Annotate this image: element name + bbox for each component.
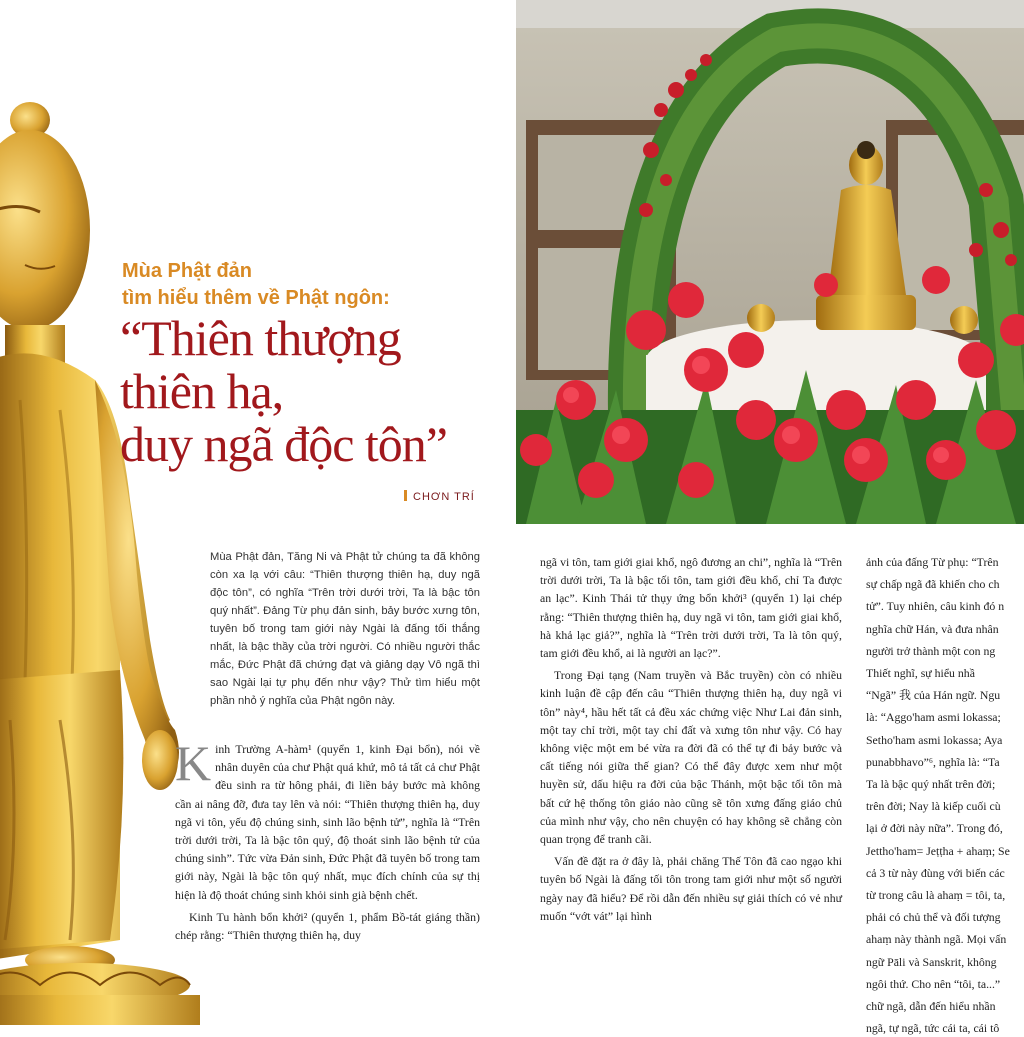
column-3-line: nghĩa chữ Hán, và đưa nhân xyxy=(866,621,999,636)
paragraph: ngã vi tôn, tam giới giai khổ, ngô đương an chi”, nghĩa là “Trên trời dưới trời, Ta là bậc tối tôn, tam giới đều khổ, chỉ Ta được an lạc”. Kinh Thái tử thụy ứng bổn khởi³ (quyển 1) lại chép rằng: “Thiên thượng thiên hạ, duy ngã vi tôn, tam giới giai khổ, hà khả lạc giả?”, nghĩa là “Trên trời dưới trời, Ta là tôn quý, tam giới đều khổ, ai là người an lạc?”. xyxy=(540,555,842,661)
column-3-line: ảnh của đấng Từ phụ: “Trên xyxy=(866,555,999,569)
column-3-line: từ trong câu là ahaṃ = tôi, ta, xyxy=(866,888,1006,903)
title-line-3: duy ngã độc tôn” xyxy=(120,416,447,472)
body-column-3 xyxy=(866,553,1024,1036)
paragraph: Kinh Tu hành bổn khởi² (quyển 1, phẩm Bồ-tát giáng thần) chép rằng: “Thiên thượng thiên hạ, duy xyxy=(175,909,480,943)
column-3-line: là: “Aggo'ham asmi lokassa; xyxy=(866,710,1001,725)
column-3-line: cả 3 từ này đùng với biến các xyxy=(866,865,1005,880)
column-3-line: “Ngã” 我 của Hán ngữ. Ngu xyxy=(866,688,1001,703)
column-3-line: Jettho'ham= Jeṭṭha + ahaṃ; Se xyxy=(866,843,1010,858)
paragraph xyxy=(175,735,480,904)
column-3-line: ngôi thứ. Cho nên “tôi, ta...” xyxy=(866,976,1001,991)
byline-bar xyxy=(404,490,407,501)
column-3-line: Thiết nghĩ, sự hiểu nhầ xyxy=(866,666,975,681)
column-3-line: người trở thành một con ng xyxy=(866,643,996,658)
column-3-line: tử”. Tuy nhiên, câu kinh đó n xyxy=(866,599,1005,614)
column-3-line: Setho'ham asmi lokassa; Aya xyxy=(866,732,1003,747)
column-3-line: ahaṃ này thành ngã. Mọi vấn xyxy=(866,932,1007,947)
body-column-1 xyxy=(175,735,480,948)
altar-flowers-photo xyxy=(516,0,1024,524)
column-3-line: sự chấp ngã đã khiến cho ch xyxy=(866,577,1000,592)
column-3-line: chữ ngã, dẫn đến hiểu nhần xyxy=(866,999,996,1014)
paragraph: Vấn đề đặt ra ở đây là, phải chăng Thế Tôn đã cao ngạo khi tuyên bố Ngài là đấng tối tôn trong tam giới như một số người ngày nay đã hiểu? Để rồi dẫn đến nhiều sự giải thích có vẻ như muốn “vớt vát” lại hình xyxy=(540,854,842,923)
column-3-line: punabbhavo”⁶, nghĩa là: “Ta xyxy=(866,754,1000,769)
drop-cap: K xyxy=(175,735,212,791)
column-3-line: trên đời; Nay là kiếp cuối cù xyxy=(866,799,1001,814)
author-name: CHƠN TRÍ xyxy=(413,491,475,503)
column-3-line: Ta là bậc quý nhất trên đời; xyxy=(866,777,996,792)
title-line-1: “Thiên thượng xyxy=(120,310,401,366)
column-3-line: lại ở đời này nữa”. Trong đó, xyxy=(866,821,1003,836)
column-3-line: ngã, tự ngã, tức cái ta, cái tô xyxy=(866,1021,1000,1036)
column-3-line: ngữ Pāli và Sanskrit, không xyxy=(866,954,997,969)
column-3-line: phải có chủ thể và đối tượng xyxy=(866,910,1001,925)
lead-paragraph: Mùa Phật đản, Tăng Ni và Phật tử chúng ta đã không còn xa lạ với câu: “Thiên thượng thiên hạ, duy ngã độc tôn”, có nghĩa “Trên trời dưới trời, Ta là bậc tôn quý nhất”. Đảng Từ phụ đản sinh, bảy bước xưng tôn, tuyên bố trong tam giới này Ngài là đấng tối thắng nhất, là bậc thầy của trời người. Có nhiều người thắc mắc, Đức Phật đã chứng đạt và giảng dạy Vô ngã thì sao Ngài lại tự phụ đến như vậy? Thử tìm hiểu một phần nhỏ ý nghĩa của Phật ngôn này. xyxy=(210,551,480,707)
paragraph: Trong Đại tạng (Nam truyền và Bắc truyền) còn có nhiều kinh luận đề cập đến câu “Thiên thượng thiên hạ, duy ngã vi tôn” này⁴, hầu hết tất cả đều xác chứng việc Như Lai đản sinh, một tay chỉ trời, một tay chỉ đất và xưng tôn như vậy. Có hay không việc một em bé vừa ra đời đã có thể tự đi bảy bước và cất tiếng nói giữa thế gian? Có thể đây được xem như một huyền sử, dấu hiệu ra đời của bậc Thánh, một bậc tối tôn mà bất cứ hệ thống tôn giáo nào cũng sẽ tôn xưng đấng giáo chủ của mình như vậy, cho nên chuyện có hay không sẽ chẳng còn quan trọng để tranh cãi. xyxy=(540,668,842,847)
article-title xyxy=(120,312,500,471)
golden-buddha-statue-image xyxy=(0,80,200,1024)
title-line-2: thiên hạ, xyxy=(120,363,284,419)
kicker-line-1: Mùa Phật đản xyxy=(122,260,253,282)
body-column-2 xyxy=(540,553,842,929)
kicker-line-2: tìm hiểu thêm về Phật ngôn: xyxy=(122,287,390,309)
paragraph-text: inh Trường A-hàm¹ (quyển 1, kinh Đại bổn), nói về nhân duyên của chư Phật quá khứ, mô tả tất cả chư Phật đều sinh ra từ hông phải, đi liền bảy bước mà không cần ai nâng đỡ, đưa tay lên và nói: “Thiên thượng thiên hạ, duy ngã vi tôn, yếu độ chúng sinh, sinh lão bệnh tử”, nghĩa là “Trên trời dưới trời, Ta là bậc tôn quý, độ thoát sinh lão bệnh tử của chúng sinh”. Tức vừa Đản sinh, Đức Phật đã tuyên bố trong tam giới này, Ngài là bậc tôn quý nhất, mục đích chính của sự thị hiện là độ thoát chúng sinh khỏi sinh già bệnh chết. xyxy=(175,742,480,902)
headline-kicker xyxy=(122,258,502,312)
author-byline xyxy=(404,490,475,503)
